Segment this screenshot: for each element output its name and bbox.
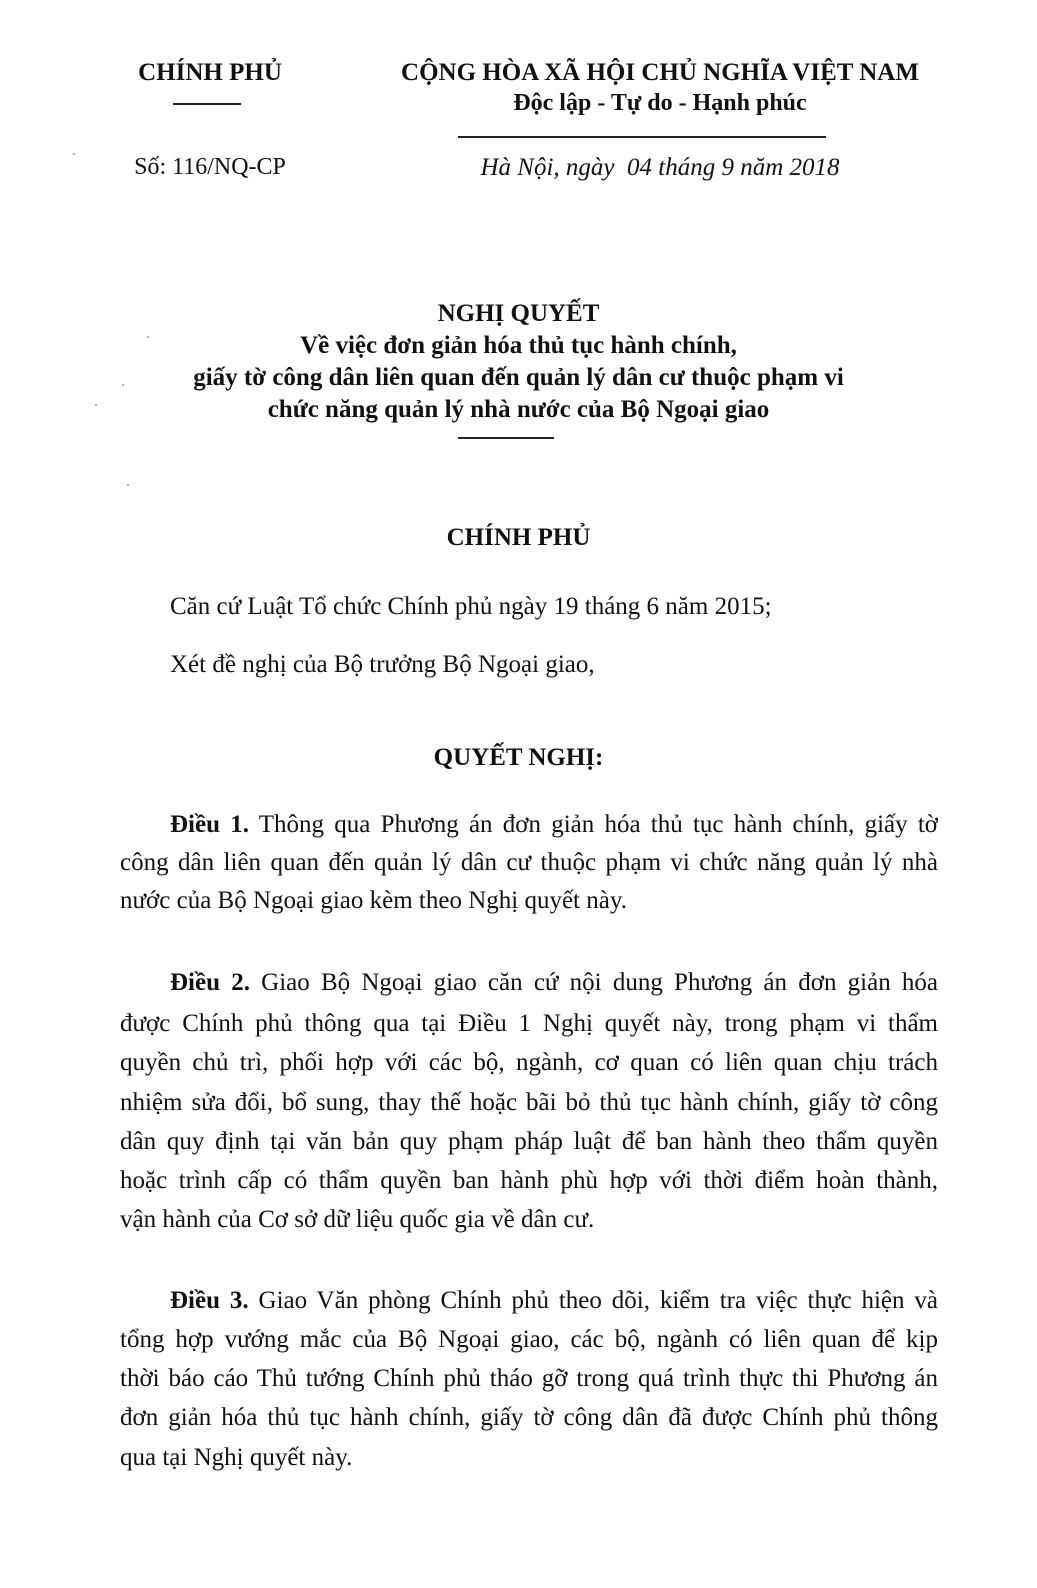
article-text: Giao Văn phòng Chính phủ theo dõi, kiểm tra việc thực hiện và: [248, 1287, 938, 1314]
article-text: Thông qua Phương án đơn giản hóa thủ tục hành chính, giấy tờ: [248, 811, 938, 838]
article-line: đơn giản hóa thủ tục hành chính, giấy tờ công dân đã được Chính phủ thông: [120, 1404, 938, 1431]
nation-name: CỘNG HÒA XÃ HỘI CHỦ NGHĨA VIỆT NAM: [401, 59, 919, 86]
document-type-title: NGHỊ QUYẾT: [437, 300, 600, 327]
motto-underline: [458, 136, 826, 138]
article-line: thời báo cáo Thủ tướng Chính phủ tháo gỡ trong quá trình thực thi Phương án: [120, 1365, 938, 1392]
article-line: nhiệm sửa đổi, bổ sung, thay thế hoặc bãi bỏ thủ tục hành chính, giấy tờ công: [120, 1089, 938, 1116]
subject-line: giấy tờ công dân liên quan đến quản lý dân cư thuộc phạm vi: [193, 364, 844, 391]
scan-speck: [73, 153, 75, 155]
article-line: [170, 968, 938, 998]
subject-line: Về việc đơn giản hóa thủ tục hành chính,: [300, 332, 737, 359]
scan-speck: [122, 384, 124, 386]
title-underline: [458, 437, 554, 439]
preamble-line: Xét đề nghị của Bộ trưởng Bộ Ngoại giao,: [170, 651, 595, 678]
issuer-underline: [173, 103, 241, 105]
article-line: quyền chủ trì, phối hợp với các bộ, ngành, cơ quan có liên quan chịu trách: [120, 1049, 938, 1076]
document-number: Số: 116/NQ-CP: [134, 154, 286, 180]
article-label: Điều 3.: [170, 1287, 249, 1314]
scan-speck: [127, 484, 129, 486]
preamble-line: Căn cứ Luật Tổ chức Chính phủ ngày 19 tháng 6 năm 2015;: [170, 593, 772, 620]
scan-speck: [147, 336, 149, 338]
article-line: qua tại Nghị quyết này.: [120, 1444, 353, 1471]
authority-heading: CHÍNH PHỦ: [446, 524, 591, 551]
place-and-date: Hà Nội, ngày 04 tháng 9 năm 2018: [480, 154, 840, 181]
article-line: công dân liên quan đến quản lý dân cư thuộc phạm vi chức năng quản lý nhà: [120, 849, 938, 876]
article-line: vận hành của Cơ sở dữ liệu quốc gia về dân cư.: [120, 1206, 595, 1233]
article-line: dân quy định tại văn bản quy phạm pháp luật để ban hành theo thẩm quyền: [120, 1128, 938, 1155]
national-motto: Độc lập - Tự do - Hạnh phúc: [513, 90, 807, 116]
issuer-name: CHÍNH PHỦ: [138, 59, 282, 86]
article-line: [170, 1286, 938, 1316]
subject-line: chức năng quản lý nhà nước của Bộ Ngoại giao: [267, 396, 770, 423]
article-line: [170, 810, 938, 840]
article-line: tổng hợp vướng mắc của Bộ Ngoại giao, các bộ, ngành có liên quan để kịp: [120, 1326, 938, 1353]
article-label: Điều 2.: [170, 969, 250, 996]
article-line: được Chính phủ thông qua tại Điều 1 Nghị quyết này, trong phạm vi thẩm: [120, 1010, 938, 1037]
scan-speck: [95, 404, 97, 406]
article-line: hoặc trình cấp có thẩm quyền ban hành phù hợp với thời điểm hoàn thành,: [120, 1167, 938, 1194]
article-label: Điều 1.: [170, 811, 249, 838]
article-line: nước của Bộ Ngoại giao kèm theo Nghị quyết này.: [120, 887, 627, 914]
article-text: Giao Bộ Ngoại giao căn cứ nội dung Phương án đơn giản hóa: [249, 969, 939, 996]
resolves-heading: QUYẾT NGHỊ:: [433, 744, 604, 771]
